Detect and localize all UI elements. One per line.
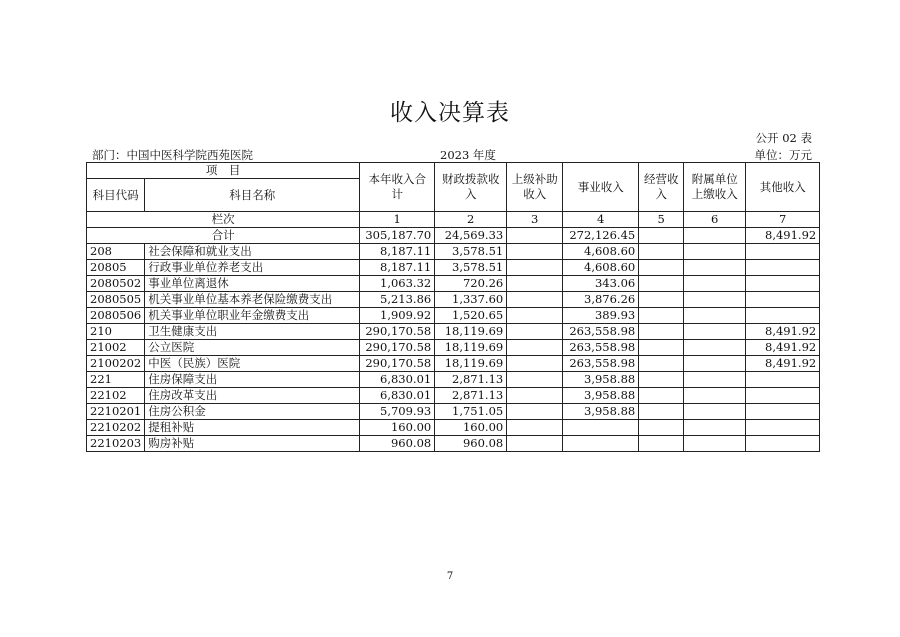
subject-code: 2210201 <box>87 404 145 420</box>
cell-superior-subsidy <box>507 276 563 292</box>
cell-business-income: 3,958.88 <box>563 404 639 420</box>
cell-business-income: 4,608.60 <box>563 244 639 260</box>
subject-code: 2210202 <box>87 420 145 436</box>
department-label: 部门：中国中医科学院西苑医院 <box>92 148 253 162</box>
cell-total-income: 290,170.58 <box>360 340 435 356</box>
cell-total-income: 1,909.92 <box>360 308 435 324</box>
cell-business-income: 343.06 <box>563 276 639 292</box>
cell-total-income: 290,170.58 <box>360 356 435 372</box>
cell-affiliated <box>684 420 746 436</box>
cell-business-income: 389.93 <box>563 308 639 324</box>
cell-fiscal: 18,119.69 <box>435 324 507 340</box>
cell-fiscal: 2,871.13 <box>435 388 507 404</box>
cell-business-income <box>563 420 639 436</box>
header-code: 科目代码 <box>87 179 145 212</box>
cell-affiliated <box>684 436 746 452</box>
total-cell: 272,126.45 <box>563 228 639 244</box>
cell-total-income: 160.00 <box>360 420 435 436</box>
subject-code: 22102 <box>87 388 145 404</box>
cell-superior-subsidy <box>507 356 563 372</box>
subject-code: 2080502 <box>87 276 145 292</box>
total-cell: 24,569.33 <box>435 228 507 244</box>
cell-total-income: 6,830.01 <box>360 372 435 388</box>
cell-business-income: 3,958.88 <box>563 372 639 388</box>
header-col6: 附属单位上缴收入 <box>684 163 746 212</box>
cell-operating-income <box>639 436 684 452</box>
table-row <box>87 404 820 420</box>
subject-code: 208 <box>87 244 145 260</box>
cell-fiscal: 2,871.13 <box>435 372 507 388</box>
cell-superior-subsidy <box>507 324 563 340</box>
col-number: 4 <box>563 212 639 228</box>
cell-fiscal: 3,578.51 <box>435 260 507 276</box>
subject-name: 中医（民族）医院 <box>145 356 360 372</box>
table-row <box>87 436 820 452</box>
subject-name: 公立医院 <box>145 340 360 356</box>
cell-operating-income <box>639 372 684 388</box>
form-code: 公开 02 表 <box>755 131 812 145</box>
cell-operating-income <box>639 276 684 292</box>
subject-code: 2100202 <box>87 356 145 372</box>
table-row <box>87 276 820 292</box>
total-cell <box>639 228 684 244</box>
header-row-1 <box>87 163 820 179</box>
cell-business-income: 4,608.60 <box>563 260 639 276</box>
header-col3: 上级补助收入 <box>507 163 563 212</box>
cell-total-income: 8,187.11 <box>360 260 435 276</box>
total-label: 合计 <box>87 228 360 244</box>
cell-fiscal: 160.00 <box>435 420 507 436</box>
cell-total-income: 960.08 <box>360 436 435 452</box>
cell-business-income: 263,558.98 <box>563 324 639 340</box>
total-cell: 305,187.70 <box>360 228 435 244</box>
cell-business-income: 263,558.98 <box>563 340 639 356</box>
subject-name: 住房改革支出 <box>145 388 360 404</box>
cell-other-income <box>746 404 820 420</box>
subject-code: 20805 <box>87 260 145 276</box>
subject-name: 社会保障和就业支出 <box>145 244 360 260</box>
unit-label: 单位：万元 <box>754 148 812 162</box>
cell-affiliated <box>684 356 746 372</box>
cell-other-income <box>746 308 820 324</box>
cell-fiscal: 1,751.05 <box>435 404 507 420</box>
cell-fiscal: 1,520.65 <box>435 308 507 324</box>
cell-other-income <box>746 388 820 404</box>
subject-code: 2080506 <box>87 308 145 324</box>
subject-code: 21002 <box>87 340 145 356</box>
table-row <box>87 260 820 276</box>
cell-fiscal: 18,119.69 <box>435 356 507 372</box>
cell-other-income <box>746 244 820 260</box>
cell-other-income <box>746 436 820 452</box>
subject-code: 210 <box>87 324 145 340</box>
cell-business-income: 263,558.98 <box>563 356 639 372</box>
cell-operating-income <box>639 324 684 340</box>
cell-superior-subsidy <box>507 340 563 356</box>
table-row <box>87 372 820 388</box>
cell-affiliated <box>684 404 746 420</box>
subject-name: 机关事业单位基本养老保险缴费支出 <box>145 292 360 308</box>
header-col2: 财政拨款收入 <box>435 163 507 212</box>
cell-affiliated <box>684 340 746 356</box>
header-name: 科目名称 <box>145 179 360 212</box>
table-row <box>87 292 820 308</box>
header-col4: 事业收入 <box>563 163 639 212</box>
cell-total-income: 290,170.58 <box>360 324 435 340</box>
column-number-row <box>87 212 820 228</box>
cell-business-income: 3,958.88 <box>563 388 639 404</box>
table-row <box>87 420 820 436</box>
cell-affiliated <box>684 372 746 388</box>
cell-fiscal: 1,337.60 <box>435 292 507 308</box>
col-number: 5 <box>639 212 684 228</box>
subject-name: 购房补贴 <box>145 436 360 452</box>
cell-superior-subsidy <box>507 260 563 276</box>
table-row <box>87 308 820 324</box>
cell-total-income: 5,709.93 <box>360 404 435 420</box>
col-number: 7 <box>746 212 820 228</box>
cell-total-income: 6,830.01 <box>360 388 435 404</box>
cell-affiliated <box>684 244 746 260</box>
cell-operating-income <box>639 420 684 436</box>
subject-code: 2080505 <box>87 292 145 308</box>
cell-affiliated <box>684 276 746 292</box>
total-row <box>87 228 820 244</box>
cell-affiliated <box>684 308 746 324</box>
table-row <box>87 388 820 404</box>
cell-business-income: 3,876.26 <box>563 292 639 308</box>
cell-operating-income <box>639 260 684 276</box>
header-col1: 本年收入合计 <box>360 163 435 212</box>
cell-operating-income <box>639 340 684 356</box>
cell-operating-income <box>639 404 684 420</box>
cell-other-income: 8,491.92 <box>746 324 820 340</box>
table-row <box>87 340 820 356</box>
cell-superior-subsidy <box>507 372 563 388</box>
subject-name: 提租补贴 <box>145 420 360 436</box>
header-col7: 其他收入 <box>746 163 820 212</box>
cell-business-income <box>563 436 639 452</box>
subject-name: 行政事业单位养老支出 <box>145 260 360 276</box>
cell-superior-subsidy <box>507 244 563 260</box>
subject-name: 住房公积金 <box>145 404 360 420</box>
page-number: 7 <box>446 571 454 582</box>
cell-fiscal: 960.08 <box>435 436 507 452</box>
header-col5: 经营收入 <box>639 163 684 212</box>
cell-superior-subsidy <box>507 404 563 420</box>
income-table <box>86 162 820 452</box>
cell-superior-subsidy <box>507 388 563 404</box>
cell-operating-income <box>639 292 684 308</box>
subject-name: 住房保障支出 <box>145 372 360 388</box>
cell-superior-subsidy <box>507 308 563 324</box>
table-row <box>87 324 820 340</box>
cell-other-income: 8,491.92 <box>746 356 820 372</box>
cell-superior-subsidy <box>507 436 563 452</box>
cell-affiliated <box>684 388 746 404</box>
total-cell: 8,491.92 <box>746 228 820 244</box>
cell-operating-income <box>639 244 684 260</box>
col-number: 3 <box>507 212 563 228</box>
cell-affiliated <box>684 260 746 276</box>
page-title: 收入决算表 <box>390 100 510 126</box>
cell-total-income: 8,187.11 <box>360 244 435 260</box>
cell-total-income: 5,213.86 <box>360 292 435 308</box>
subject-code: 2210203 <box>87 436 145 452</box>
cell-other-income: 8,491.92 <box>746 340 820 356</box>
cell-other-income <box>746 260 820 276</box>
header-item: 项 目 <box>87 163 360 179</box>
col-number: 1 <box>360 212 435 228</box>
cell-affiliated <box>684 292 746 308</box>
cell-total-income: 1,063.32 <box>360 276 435 292</box>
total-cell <box>507 228 563 244</box>
col-number: 6 <box>684 212 746 228</box>
cell-affiliated <box>684 324 746 340</box>
cell-fiscal: 3,578.51 <box>435 244 507 260</box>
cell-operating-income <box>639 308 684 324</box>
table-row <box>87 244 820 260</box>
cell-operating-income <box>639 388 684 404</box>
total-cell <box>684 228 746 244</box>
subject-name: 卫生健康支出 <box>145 324 360 340</box>
cell-operating-income <box>639 356 684 372</box>
subject-name: 机关事业单位职业年金缴费支出 <box>145 308 360 324</box>
cell-superior-subsidy <box>507 420 563 436</box>
col-number: 2 <box>435 212 507 228</box>
cell-other-income <box>746 372 820 388</box>
cell-superior-subsidy <box>507 292 563 308</box>
subject-code: 221 <box>87 372 145 388</box>
cell-fiscal: 18,119.69 <box>435 340 507 356</box>
cell-fiscal: 720.26 <box>435 276 507 292</box>
cell-other-income <box>746 420 820 436</box>
table-row <box>87 356 820 372</box>
lanci-label: 栏次 <box>87 212 360 228</box>
cell-other-income <box>746 292 820 308</box>
fiscal-year: 2023 年度 <box>440 148 496 162</box>
cell-other-income <box>746 276 820 292</box>
subject-name: 事业单位离退休 <box>145 276 360 292</box>
